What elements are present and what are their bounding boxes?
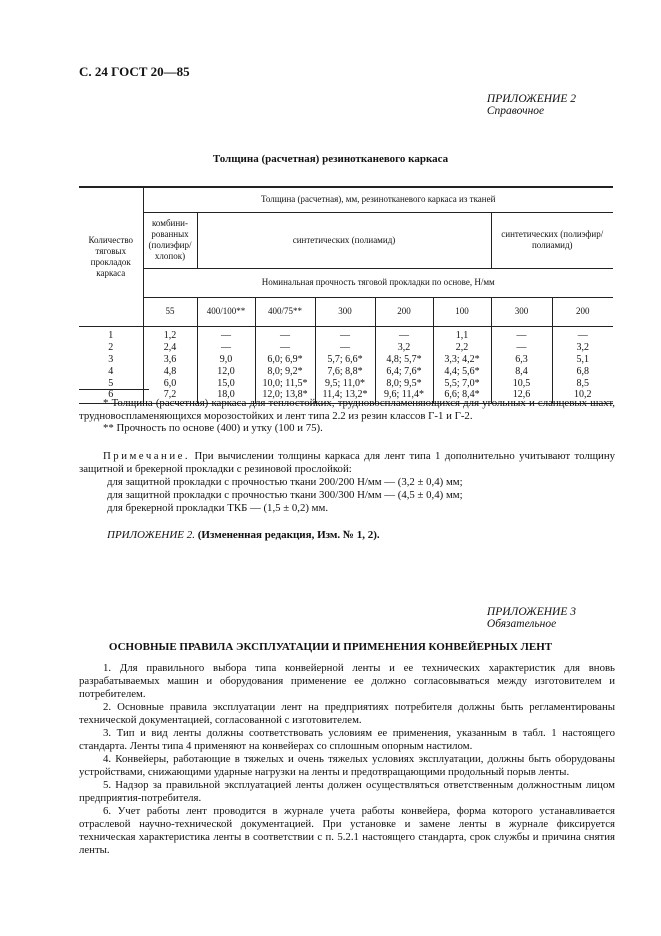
top-header: Толщина (расчетная), мм, резинотканевого каркаса из тканей: [143, 187, 613, 212]
rule-paragraph: 5. Надзор за правильной эксплуатацией ленты должен осуществляться ответственным должностным лицом предприятия-потребителя.: [79, 779, 615, 804]
row-count: 1: [79, 326, 143, 341]
table-cell: —: [552, 326, 613, 341]
change-note: [107, 529, 380, 541]
appendix-3-label: [487, 606, 576, 630]
table-cell: —: [197, 341, 255, 353]
table-cell: 6,4; 7,6*: [375, 365, 433, 377]
table-cell: 12,0: [197, 365, 255, 377]
column-header: 300: [491, 297, 552, 326]
table-cell: 18,0: [197, 389, 255, 403]
note-line: для защитной прокладки с прочностью ткани 300/300 Н/мм — (4,5 ± 0,4) мм;: [107, 489, 463, 501]
thickness-table: [79, 186, 613, 404]
row-count: 6: [79, 389, 143, 403]
corner-header: Количество тяговых прокладок каркаса: [79, 187, 143, 326]
table-row: [79, 377, 613, 389]
section-title: ОСНОВНЫЕ ПРАВИЛА ЭКСПЛУАТАЦИИ И ПРИМЕНЕНИЯ КОНВЕЙЕРНЫХ ЛЕНТ: [108, 641, 553, 653]
table-cell: 5,5; 7,0*: [433, 377, 491, 389]
appendix-3-subtitle: Обязательное: [486, 618, 557, 630]
appendix-2-label: [487, 93, 576, 117]
table-cell: 1,1: [433, 326, 491, 341]
table-cell: 6,0; 6,9*: [255, 353, 315, 365]
appendix-3-title: ПРИЛОЖЕНИЕ 3: [486, 606, 576, 618]
note-line: для брекерной прокладки ТКБ — (1,5 ± 0,2) мм.: [107, 502, 329, 514]
table-row: [79, 326, 613, 341]
table-cell: 15,0: [197, 377, 255, 389]
note-text: При вычислении толщины каркаса для лент типа 1 дополнительно учитывают толщину защитной и брекерной прокладки с резиновой прослойкой:: [79, 450, 615, 475]
group-header-polyamide: синтетических (полиамид): [197, 212, 491, 268]
appendix-2-title: ПРИЛОЖЕНИЕ 2: [486, 93, 576, 105]
change-note-text: (Измененная редакция, Изм. № 1, 2).: [194, 529, 380, 541]
table-cell: 9,5; 11,0*: [315, 377, 375, 389]
table-title: Толщина (расчетная) резинотканевого каркаса: [212, 153, 449, 165]
table-cell: 8,5: [552, 377, 613, 389]
column-header: 100: [433, 297, 491, 326]
table-cell: 5,7; 6,6*: [315, 353, 375, 365]
rule-paragraph: 3. Тип и вид ленты должны соответствовать условиям ее применения, указанным в табл. 1 настоящего стандарта. Ленты типа 4 применяют на конвейерах со сплошным опорным настилом.: [79, 727, 615, 752]
table-cell: 8,0; 9,5*: [375, 377, 433, 389]
table-cell: 3,6: [143, 353, 197, 365]
table-cell: 1,2: [143, 326, 197, 341]
table-cell: —: [315, 341, 375, 353]
table-cell: 8,0; 9,2*: [255, 365, 315, 377]
table-cell: —: [375, 326, 433, 341]
footnote-1: * Толщина (расчетная) каркаса для теплостойких, трудновоспламеняющихся для угольных и сланцевых шахт, трудновоспламеняющихся морозостойких и лент типа 2.2 из резин классов Г-1 и Г-2.: [79, 397, 615, 422]
table-cell: 4,4; 5,6*: [433, 365, 491, 377]
rule-paragraph: 4. Конвейеры, работающие в тяжелых и очень тяжелых условиях эксплуатации, должны быть оборудованы устройствами, снижающими ударные нагрузки на ленты и предотвращающими продольный порыв ленты.: [79, 753, 615, 778]
table-cell: 9,0: [197, 353, 255, 365]
appendix-2-subtitle: Справочное: [486, 105, 545, 117]
row-count: 5: [79, 377, 143, 389]
table-cell: 10,5: [491, 377, 552, 389]
table-row: [79, 341, 613, 353]
table-cell: 12,6: [491, 389, 552, 403]
table-cell: 6,0: [143, 377, 197, 389]
column-header: 200: [552, 297, 613, 326]
group-header-combined: комбини-рованных (полиэфир/хлопок): [143, 212, 197, 268]
table-cell: 6,3: [491, 353, 552, 365]
table-cell: —: [315, 326, 375, 341]
table-cell: —: [197, 326, 255, 341]
note-line: для защитной прокладки с прочностью ткани 200/200 Н/мм — (3,2 ± 0,4) мм;: [107, 476, 463, 488]
table-cell: 2,4: [143, 341, 197, 353]
table-cell: 7,2: [143, 389, 197, 403]
table-cell: 10,2: [552, 389, 613, 403]
change-note-ref: ПРИЛОЖЕНИЕ 2.: [107, 529, 195, 541]
page-header: С. 24 ГОСТ 20—85: [79, 64, 190, 79]
table-cell: —: [491, 341, 552, 353]
table-row: [79, 365, 613, 377]
rule-paragraph: 2. Основные правила эксплуатации лент на предприятиях потребителя должны быть регламентированы технической документацией, согласованной с изготовителем.: [79, 701, 615, 726]
group-header-polyester: синтетических (полиэфир/полиамид): [491, 212, 613, 268]
table-cell: 5,1: [552, 353, 613, 365]
note-paragraph: [79, 450, 615, 476]
row-count: 3: [79, 353, 143, 365]
rule-paragraph: 6. Учет работы лент проводится в журнале учета работы конвейера, форма которого устанавливается отраслевой научно-технической документацией. При установке и замене ленты в журнале фиксируется техническая характеристика ленты в соответствии с п. 5.2.1 настоящего стандарта, срок службы и причина снятия ленты.: [79, 805, 615, 856]
column-header: 200: [375, 297, 433, 326]
column-header: 400/75**: [255, 297, 315, 326]
table-cell: 12,0; 13,8*: [255, 389, 315, 403]
table-cell: 4,8: [143, 365, 197, 377]
strength-header: Номинальная прочность тяговой прокладки по основе, Н/мм: [143, 268, 613, 297]
table-cell: 11,4; 13,2*: [315, 389, 375, 403]
table-cell: —: [491, 326, 552, 341]
table-cell: 6,6; 8,4*: [433, 389, 491, 403]
row-count: 4: [79, 365, 143, 377]
table-cell: 6,8: [552, 365, 613, 377]
rule-paragraph: 1. Для правильного выбора типа конвейерной ленты и ее технических характеристик для вновь разрабатываемых машин и оборудования применение ее должно согласовываться между изготовителем и потребителем.: [79, 662, 615, 700]
table-cell: 9,6; 11,4*: [375, 389, 433, 403]
column-header: 400/100**: [197, 297, 255, 326]
table-cell: —: [255, 326, 315, 341]
table-cell: 2,2: [433, 341, 491, 353]
table-cell: 4,8; 5,7*: [375, 353, 433, 365]
footnote-divider: [79, 389, 149, 390]
table-cell: 3,3; 4,2*: [433, 353, 491, 365]
rules-list: [79, 662, 615, 857]
table-cell: —: [255, 341, 315, 353]
note-label: Примечание.: [103, 450, 191, 462]
table-cell: 3,2: [552, 341, 613, 353]
table-cell: 3,2: [375, 341, 433, 353]
table-row: [79, 353, 613, 365]
table-cell: 7,6; 8,8*: [315, 365, 375, 377]
column-header: 55: [143, 297, 197, 326]
footnote-2: ** Прочность по основе (400) и утку (100 и 75).: [103, 422, 323, 434]
row-count: 2: [79, 341, 143, 353]
table-cell: 10,0; 11,5*: [255, 377, 315, 389]
column-header: 300: [315, 297, 375, 326]
table-cell: 8,4: [491, 365, 552, 377]
